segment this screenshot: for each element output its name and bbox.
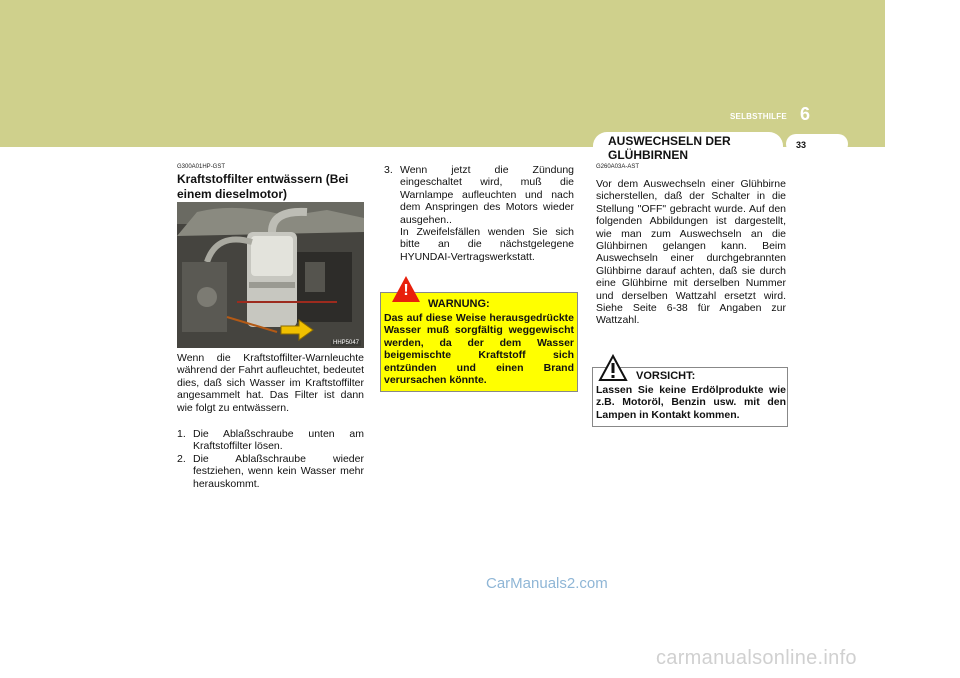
- watermark-carmanuals2[interactable]: CarManuals2.com: [486, 575, 608, 592]
- exclamation-icon: !: [403, 282, 409, 299]
- caution-text: Lassen Sie keine Erdölprodukte wie z.B. Motoröl, Benzin usw. mit den Lampen in Kontakt kommen.: [596, 384, 786, 421]
- step-number: 1.: [177, 428, 186, 440]
- warning-text: Das auf diese Weise herausgedrückte Wasser muß sorgfältig weggewischt werden, da der dem Wasser beigemischte Kraftstoff sich entzünden und einen Brand verursachen könnte.: [384, 312, 574, 387]
- step-text-wrap: [400, 164, 574, 263]
- page-number: 33: [796, 140, 807, 150]
- engine-bay-illustration: [177, 202, 364, 348]
- step-note: In Zweifelsfällen wenden Sie sich bitte an die nächstgelegene HYUNDAI-Vertragswerkstatt.: [400, 226, 574, 263]
- caution-triangle-icon: [598, 354, 628, 382]
- left-section-title: Kraftstoffilter entwässern (Bei einem dieselmotor): [177, 172, 349, 201]
- step-number: 3.: [384, 164, 393, 176]
- left-intro-text: Wenn die Kraftstoffilter-Warnleuchte während der Fahrt aufleuchtet, bedeutet dies, daß sich Wasser im Kraftstoffilter angesammelt hat. Das Filter ist dann wie folgt zu entwässern.: [177, 352, 364, 414]
- section-title: AUSWECHSELN DER GLÜHBIRNEN: [608, 134, 731, 162]
- list-item: [384, 164, 574, 263]
- fuel-filter-photo: [177, 202, 364, 348]
- list-item: [177, 428, 364, 453]
- step-text: Die Ablaßschraube unten am Kraftstoffilter lösen.: [193, 428, 364, 453]
- middle-steps-list: [384, 164, 574, 263]
- left-steps-list: [177, 428, 364, 490]
- step-text: Die Ablaßschraube wieder festziehen, wenn kein Wasser mehr herauskommt.: [193, 452, 364, 490]
- right-body-text: Vor dem Auswechseln einer Glühbirne sicherstellen, daß der Schalter in die Stellung "OFF" gebracht wurde. Auf den folgenden Abbildungen ist dargestellt, wie man zum Auswechseln an die Glühbirnen gelangen kann. Beim Auswechseln einer durchgebrannten Glühbirne darauf achten, daß sie durch eine Glühbirne mit derselben Nummer und derselben Wattzahl ersetzt wird. Siehe Seite 6-38 für Angaben zur Wattzahl.: [596, 178, 786, 327]
- warning-title: WARNUNG:: [428, 298, 490, 310]
- step-text: Wenn jetzt die Zündung eingeschaltet wird, muß die Warnlampe aufleuchten und nach dem Anspringen des Motors wieder ausgehen..: [400, 164, 574, 226]
- list-item: [177, 453, 364, 490]
- photo-reference: HHP5047: [332, 340, 359, 346]
- watermark-carmanualsonline: carmanualsonline.info: [656, 647, 857, 669]
- chapter-number: 6: [800, 104, 811, 124]
- step-number: 2.: [177, 452, 186, 465]
- header-band: [0, 0, 885, 147]
- caution-title: VORSICHT:: [636, 370, 696, 382]
- right-section-code: G260A03A-AST: [596, 164, 640, 170]
- chapter-name: SELBSTHILFE: [730, 112, 787, 121]
- left-section-code: G300A01HP-GST: [177, 164, 226, 170]
